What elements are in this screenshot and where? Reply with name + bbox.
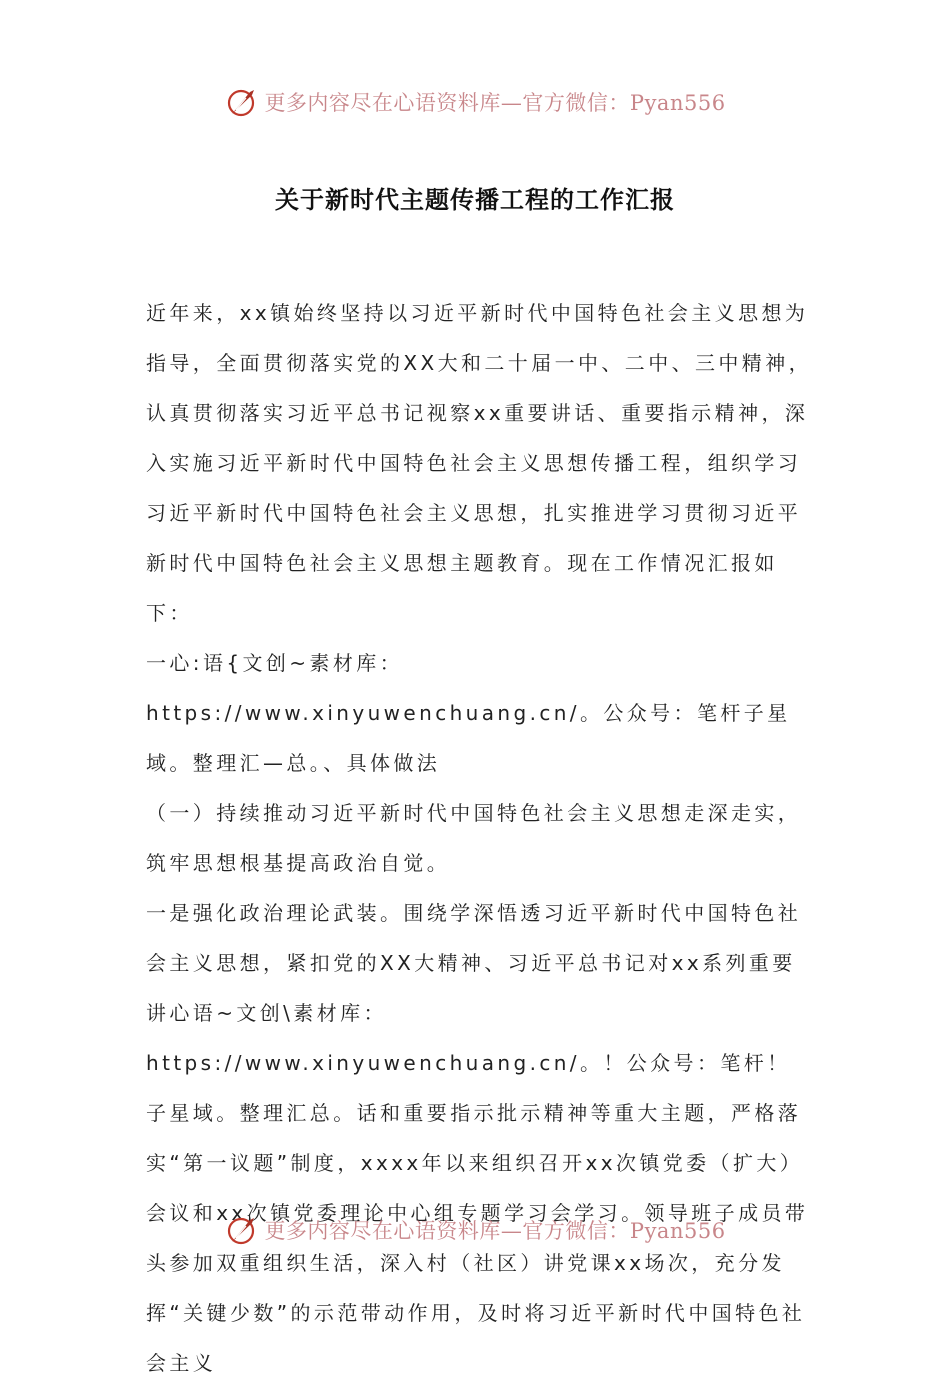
header-banner-text: 更多内容尽在心语资料库—官方微信：Pyan556 <box>264 91 726 115</box>
paragraph: 一是强化政治理论武装。围绕学深悟透习近平新时代中国特色社会主义思想，紧扣党的XX大精神、习近平总书记对xx系列重要讲心语~文创\素材库：https://www.xinyuwenchuang.cn/。！公众号：笔杆！子星域。整理汇总。话和重要指示批示精神等重大主题，严格落实“第一议题”制度，xxxx年以来组织召开xx次镇党委（扩大）会议和xx次镇党委理论中心组专题学习会学习。领导班子成员带头参加双重组织生活，深入村（社区）讲党课xx场次，充分发挥“关键少数”的示范带动作用，及时将习近平新时代中国特色社会主义 <box>146 901 809 1375</box>
paragraph: 近年来，xx镇始终坚持以习近平新时代中国特色社会主义思想为指导，全面贯彻落实党的XX大和二十届一中、二中、三中精神，认真贯彻落实习近平总书记视察xx重要讲话、重要指示精神，深入实施习近平新时代中国特色社会主义思想传播工程，组织学习习近平新时代中国特色社会主义思想，扎实推进学习贯彻习近平新时代中国特色社会主义思想主题教育。现在工作情况汇报如下： <box>146 301 813 625</box>
paragraph: （一）持续推动习近平新时代中国特色社会主义思想走深走实，筑牢思想根基提高政治自觉。 <box>146 801 802 875</box>
paragraph: 一心:语{文创~素材库：https://www.xinyuwenchuang.cn/。公众号：笔杆子星域。整理汇—总。、具体做法 <box>146 651 791 775</box>
quill-logo-icon <box>224 84 260 120</box>
footer-banner <box>0 1208 950 1252</box>
quill-logo-icon <box>224 1212 260 1248</box>
footer-banner-text: 更多内容尽在心语资料库—官方微信：Pyan556 <box>264 1219 726 1243</box>
header-banner <box>0 80 950 124</box>
page-title: 关于新时代主题传播工程的工作汇报 <box>275 186 675 214</box>
